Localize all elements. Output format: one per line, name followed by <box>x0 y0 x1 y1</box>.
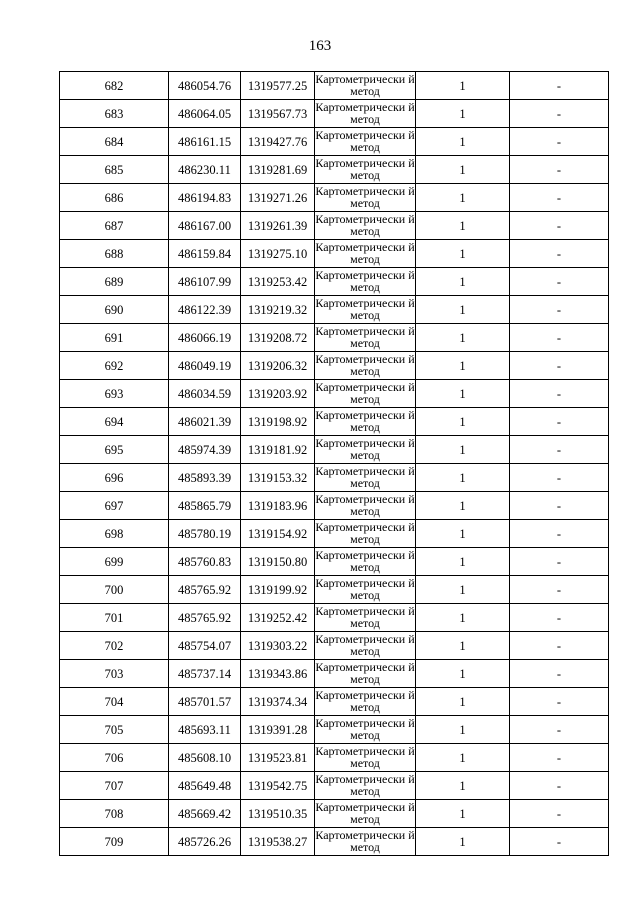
precision-cell: 1 <box>416 492 510 520</box>
description-cell: - <box>510 324 609 352</box>
point-number-cell: 685 <box>60 156 169 184</box>
coordinates-table <box>59 71 609 856</box>
precision-cell: 1 <box>416 72 510 100</box>
y-coordinate-cell: 1319523.81 <box>241 744 315 772</box>
x-coordinate-cell: 485608.10 <box>169 744 241 772</box>
method-cell: Картометрически й метод <box>315 184 415 210</box>
method-cell: Картометрически й метод <box>315 296 415 322</box>
point-number-cell: 689 <box>60 268 169 296</box>
y-coordinate-cell: 1319427.76 <box>241 128 315 156</box>
table-row <box>60 688 609 716</box>
y-coordinate-cell: 1319538.27 <box>241 828 315 856</box>
table-row <box>60 604 609 632</box>
method-cell: Картометрически й метод <box>315 744 415 770</box>
table-row <box>60 296 609 324</box>
precision-cell: 1 <box>416 128 510 156</box>
method-cell: Картометрически й метод <box>315 492 415 518</box>
y-coordinate-cell: 1319206.32 <box>241 352 315 380</box>
precision-cell: 1 <box>416 660 510 688</box>
method-cell: Картометрически й метод <box>315 688 415 714</box>
x-coordinate-cell: 485780.19 <box>169 520 241 548</box>
point-number-cell: 703 <box>60 660 169 688</box>
description-cell: - <box>510 548 609 576</box>
precision-cell: 1 <box>416 464 510 492</box>
table-row <box>60 576 609 604</box>
method-cell: Картометрически й метод <box>315 800 415 826</box>
description-cell: - <box>510 212 609 240</box>
description-cell: - <box>510 100 609 128</box>
y-coordinate-cell: 1319567.73 <box>241 100 315 128</box>
precision-cell: 1 <box>416 772 510 800</box>
table-row <box>60 352 609 380</box>
point-number-cell: 706 <box>60 744 169 772</box>
table-row <box>60 772 609 800</box>
x-coordinate-cell: 486122.39 <box>169 296 241 324</box>
x-coordinate-cell: 486021.39 <box>169 408 241 436</box>
description-cell: - <box>510 436 609 464</box>
point-number-cell: 683 <box>60 100 169 128</box>
y-coordinate-cell: 1319261.39 <box>241 212 315 240</box>
precision-cell: 1 <box>416 436 510 464</box>
y-coordinate-cell: 1319303.22 <box>241 632 315 660</box>
precision-cell: 1 <box>416 576 510 604</box>
description-cell: - <box>510 716 609 744</box>
point-number-cell: 692 <box>60 352 169 380</box>
precision-cell: 1 <box>416 744 510 772</box>
method-cell: Картометрически й метод <box>315 772 415 798</box>
precision-cell: 1 <box>416 268 510 296</box>
point-number-cell: 699 <box>60 548 169 576</box>
method-cell: Картометрически й метод <box>315 548 415 574</box>
x-coordinate-cell: 485765.92 <box>169 604 241 632</box>
x-coordinate-cell: 486230.11 <box>169 156 241 184</box>
table-row <box>60 324 609 352</box>
method-cell: Картометрически й метод <box>315 268 415 294</box>
table-row <box>60 408 609 436</box>
precision-cell: 1 <box>416 100 510 128</box>
point-number-cell: 709 <box>60 828 169 856</box>
description-cell: - <box>510 352 609 380</box>
x-coordinate-cell: 486034.59 <box>169 380 241 408</box>
precision-cell: 1 <box>416 324 510 352</box>
method-cell: Картометрически й метод <box>315 604 415 630</box>
method-cell: Картометрически й метод <box>315 128 415 154</box>
y-coordinate-cell: 1319199.92 <box>241 576 315 604</box>
description-cell: - <box>510 632 609 660</box>
description-cell: - <box>510 464 609 492</box>
x-coordinate-cell: 486107.99 <box>169 268 241 296</box>
x-coordinate-cell: 485865.79 <box>169 492 241 520</box>
description-cell: - <box>510 772 609 800</box>
y-coordinate-cell: 1319275.10 <box>241 240 315 268</box>
x-coordinate-cell: 486194.83 <box>169 184 241 212</box>
y-coordinate-cell: 1319253.42 <box>241 268 315 296</box>
x-coordinate-cell: 486054.76 <box>169 72 241 100</box>
table-row <box>60 184 609 212</box>
method-cell: Картометрически й метод <box>315 660 415 686</box>
point-number-cell: 702 <box>60 632 169 660</box>
x-coordinate-cell: 485974.39 <box>169 436 241 464</box>
y-coordinate-cell: 1319510.35 <box>241 800 315 828</box>
point-number-cell: 697 <box>60 492 169 520</box>
table-row <box>60 744 609 772</box>
x-coordinate-cell: 486066.19 <box>169 324 241 352</box>
y-coordinate-cell: 1319154.92 <box>241 520 315 548</box>
method-cell: Картометрически й метод <box>315 352 415 378</box>
point-number-cell: 684 <box>60 128 169 156</box>
table-row <box>60 800 609 828</box>
point-number-cell: 687 <box>60 212 169 240</box>
description-cell: - <box>510 688 609 716</box>
table-row <box>60 492 609 520</box>
method-cell: Картометрически й метод <box>315 212 415 238</box>
x-coordinate-cell: 485701.57 <box>169 688 241 716</box>
method-cell: Картометрически й метод <box>315 240 415 266</box>
y-coordinate-cell: 1319542.75 <box>241 772 315 800</box>
precision-cell: 1 <box>416 520 510 548</box>
x-coordinate-cell: 485737.14 <box>169 660 241 688</box>
x-coordinate-cell: 485765.92 <box>169 576 241 604</box>
method-cell: Картометрически й метод <box>315 72 415 98</box>
x-coordinate-cell: 485669.42 <box>169 800 241 828</box>
point-number-cell: 694 <box>60 408 169 436</box>
description-cell: - <box>510 268 609 296</box>
description-cell: - <box>510 660 609 688</box>
description-cell: - <box>510 296 609 324</box>
y-coordinate-cell: 1319374.34 <box>241 688 315 716</box>
y-coordinate-cell: 1319219.32 <box>241 296 315 324</box>
description-cell: - <box>510 72 609 100</box>
table-row <box>60 240 609 268</box>
point-number-cell: 691 <box>60 324 169 352</box>
precision-cell: 1 <box>416 212 510 240</box>
y-coordinate-cell: 1319281.69 <box>241 156 315 184</box>
precision-cell: 1 <box>416 184 510 212</box>
precision-cell: 1 <box>416 800 510 828</box>
point-number-cell: 701 <box>60 604 169 632</box>
method-cell: Картометрически й метод <box>315 408 415 434</box>
description-cell: - <box>510 492 609 520</box>
precision-cell: 1 <box>416 604 510 632</box>
y-coordinate-cell: 1319577.25 <box>241 72 315 100</box>
description-cell: - <box>510 828 609 856</box>
page-number: 163 <box>308 38 332 54</box>
precision-cell: 1 <box>416 408 510 436</box>
table-row <box>60 520 609 548</box>
x-coordinate-cell: 485649.48 <box>169 772 241 800</box>
table-row <box>60 660 609 688</box>
method-cell: Картометрически й метод <box>315 632 415 658</box>
table-row <box>60 464 609 492</box>
precision-cell: 1 <box>416 632 510 660</box>
method-cell: Картометрически й метод <box>315 828 415 854</box>
description-cell: - <box>510 156 609 184</box>
description-cell: - <box>510 184 609 212</box>
method-cell: Картометрически й метод <box>315 156 415 182</box>
table-row <box>60 156 609 184</box>
point-number-cell: 693 <box>60 380 169 408</box>
x-coordinate-cell: 486159.84 <box>169 240 241 268</box>
description-cell: - <box>510 744 609 772</box>
method-cell: Картометрически й метод <box>315 324 415 350</box>
x-coordinate-cell: 486064.05 <box>169 100 241 128</box>
precision-cell: 1 <box>416 296 510 324</box>
precision-cell: 1 <box>416 828 510 856</box>
description-cell: - <box>510 576 609 604</box>
method-cell: Картометрически й метод <box>315 436 415 462</box>
point-number-cell: 682 <box>60 72 169 100</box>
method-cell: Картометрически й метод <box>315 464 415 490</box>
table-row <box>60 128 609 156</box>
y-coordinate-cell: 1319343.86 <box>241 660 315 688</box>
description-cell: - <box>510 520 609 548</box>
y-coordinate-cell: 1319208.72 <box>241 324 315 352</box>
table-row <box>60 72 609 100</box>
description-cell: - <box>510 128 609 156</box>
table-body <box>60 72 609 856</box>
precision-cell: 1 <box>416 156 510 184</box>
table-row <box>60 632 609 660</box>
point-number-cell: 700 <box>60 576 169 604</box>
y-coordinate-cell: 1319391.28 <box>241 716 315 744</box>
x-coordinate-cell: 485754.07 <box>169 632 241 660</box>
point-number-cell: 696 <box>60 464 169 492</box>
table-row <box>60 380 609 408</box>
y-coordinate-cell: 1319183.96 <box>241 492 315 520</box>
method-cell: Картометрически й метод <box>315 380 415 406</box>
point-number-cell: 705 <box>60 716 169 744</box>
x-coordinate-cell: 486161.15 <box>169 128 241 156</box>
y-coordinate-cell: 1319150.80 <box>241 548 315 576</box>
y-coordinate-cell: 1319198.92 <box>241 408 315 436</box>
precision-cell: 1 <box>416 548 510 576</box>
precision-cell: 1 <box>416 352 510 380</box>
point-number-cell: 708 <box>60 800 169 828</box>
precision-cell: 1 <box>416 688 510 716</box>
description-cell: - <box>510 380 609 408</box>
table-row <box>60 436 609 464</box>
method-cell: Картометрически й метод <box>315 576 415 602</box>
description-cell: - <box>510 408 609 436</box>
x-coordinate-cell: 486049.19 <box>169 352 241 380</box>
point-number-cell: 688 <box>60 240 169 268</box>
y-coordinate-cell: 1319203.92 <box>241 380 315 408</box>
x-coordinate-cell: 485726.26 <box>169 828 241 856</box>
point-number-cell: 686 <box>60 184 169 212</box>
precision-cell: 1 <box>416 716 510 744</box>
y-coordinate-cell: 1319153.32 <box>241 464 315 492</box>
point-number-cell: 698 <box>60 520 169 548</box>
description-cell: - <box>510 240 609 268</box>
x-coordinate-cell: 485693.11 <box>169 716 241 744</box>
x-coordinate-cell: 485893.39 <box>169 464 241 492</box>
y-coordinate-cell: 1319271.26 <box>241 184 315 212</box>
table-row <box>60 828 609 856</box>
method-cell: Картометрически й метод <box>315 520 415 546</box>
description-cell: - <box>510 604 609 632</box>
method-cell: Картометрически й метод <box>315 716 415 742</box>
x-coordinate-cell: 486167.00 <box>169 212 241 240</box>
method-cell: Картометрически й метод <box>315 100 415 126</box>
table-row <box>60 100 609 128</box>
point-number-cell: 704 <box>60 688 169 716</box>
table-row <box>60 268 609 296</box>
table-row <box>60 716 609 744</box>
point-number-cell: 707 <box>60 772 169 800</box>
y-coordinate-cell: 1319181.92 <box>241 436 315 464</box>
point-number-cell: 695 <box>60 436 169 464</box>
point-number-cell: 690 <box>60 296 169 324</box>
description-cell: - <box>510 800 609 828</box>
precision-cell: 1 <box>416 240 510 268</box>
precision-cell: 1 <box>416 380 510 408</box>
table-row <box>60 212 609 240</box>
x-coordinate-cell: 485760.83 <box>169 548 241 576</box>
table-row <box>60 548 609 576</box>
y-coordinate-cell: 1319252.42 <box>241 604 315 632</box>
